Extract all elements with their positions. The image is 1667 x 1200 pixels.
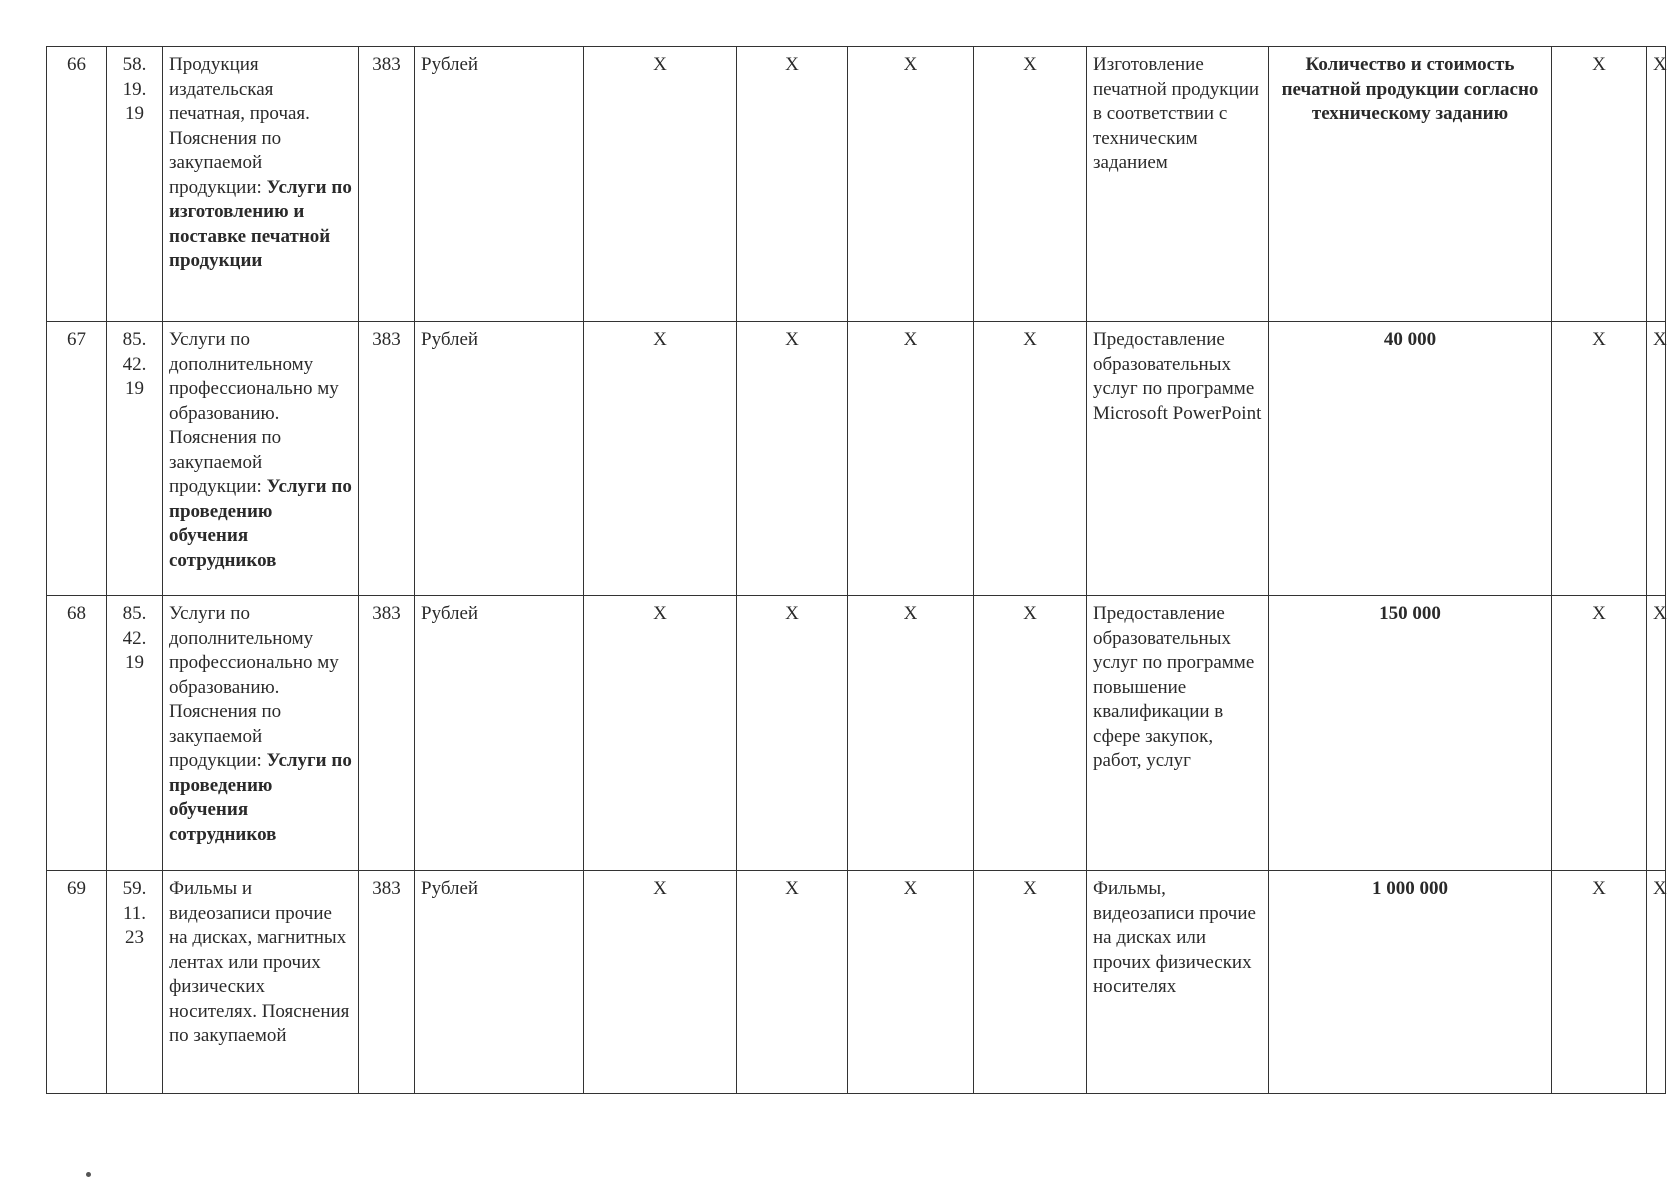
x-mark: X [974,871,1087,1094]
product-description [163,322,359,596]
product-description [163,871,359,1094]
description-bold-text: Услуги по изготовлению и поставке печатной продукции [169,176,352,271]
okei-code: 383 [359,322,415,596]
value-cell: 40 000 [1269,322,1552,596]
x-mark: X [737,596,848,871]
table-row [47,596,1666,871]
okei-code: 383 [359,596,415,871]
x-mark: X [584,871,737,1094]
x-mark: X [848,322,974,596]
x-mark: X [974,47,1087,322]
row-number: 69 [47,871,107,1094]
x-mark: X [1647,322,1666,596]
unit-name: Рублей [415,596,584,871]
description-bold-text: Услуги по проведению обучения сотрудников [169,476,352,571]
unit-name: Рублей [415,322,584,596]
x-mark: X [1647,47,1666,322]
scan-speck [86,1172,91,1177]
okpd-code: 59. 11. 23 [107,871,163,1094]
x-mark: X [848,871,974,1094]
okpd-code: 58. 19. 19 [107,47,163,322]
table-row [47,322,1666,596]
x-mark: X [848,47,974,322]
description-text: Фильмы и видеозаписи прочие на дисках, магнитных лентах или прочих физических носителях. Пояснения по закупаемой [169,878,350,1046]
unit-name: Рублей [415,47,584,322]
okei-code: 383 [359,47,415,322]
description-bold-text: Услуги по проведению обучения сотрудников [169,750,352,845]
okpd-code: 85. 42. 19 [107,596,163,871]
description-text: Услуги по дополнительному профессионально му образованию. Пояснения по закупаемой продукции: [169,603,339,771]
product-description [163,596,359,871]
description-text: Услуги по дополнительному профессионально му образованию. Пояснения по закупаемой продукции: [169,329,339,497]
x-mark: X [974,596,1087,871]
x-mark: X [737,322,848,596]
table-row [47,47,1666,322]
x-mark: X [848,596,974,871]
okpd-code: 85. 42. 19 [107,322,163,596]
x-mark: X [1552,47,1647,322]
row-number: 67 [47,322,107,596]
row-number: 66 [47,47,107,322]
x-mark: X [1552,871,1647,1094]
subject-description: Предоставление образовательных услуг по программе повышение квалификации в сфере закупок, работ, услуг [1087,596,1269,871]
value-cell: 1 000 000 [1269,871,1552,1094]
description-text: Продукция издательская печатная, прочая. Пояснения по закупаемой продукции: [169,54,310,198]
x-mark: X [584,47,737,322]
x-mark: X [1647,871,1666,1094]
procurement-table [46,46,1666,1094]
value-cell: 150 000 [1269,596,1552,871]
subject-description: Фильмы, видеозаписи прочие на дисках или прочих физических носителях [1087,871,1269,1094]
x-mark: X [584,596,737,871]
x-mark: X [1552,322,1647,596]
x-mark: X [1647,596,1666,871]
subject-description: Изготовление печатной продукции в соответствии с техническим заданием [1087,47,1269,322]
x-mark: X [1552,596,1647,871]
unit-name: Рублей [415,871,584,1094]
x-mark: X [737,47,848,322]
subject-description: Предоставление образовательных услуг по программе Microsoft PowerPoint [1087,322,1269,596]
product-description [163,47,359,322]
x-mark: X [584,322,737,596]
x-mark: X [737,871,848,1094]
x-mark: X [974,322,1087,596]
row-number: 68 [47,596,107,871]
table-row [47,871,1666,1094]
okei-code: 383 [359,871,415,1094]
value-cell: Количество и стоимость печатной продукции согласно техническому заданию [1269,47,1552,322]
